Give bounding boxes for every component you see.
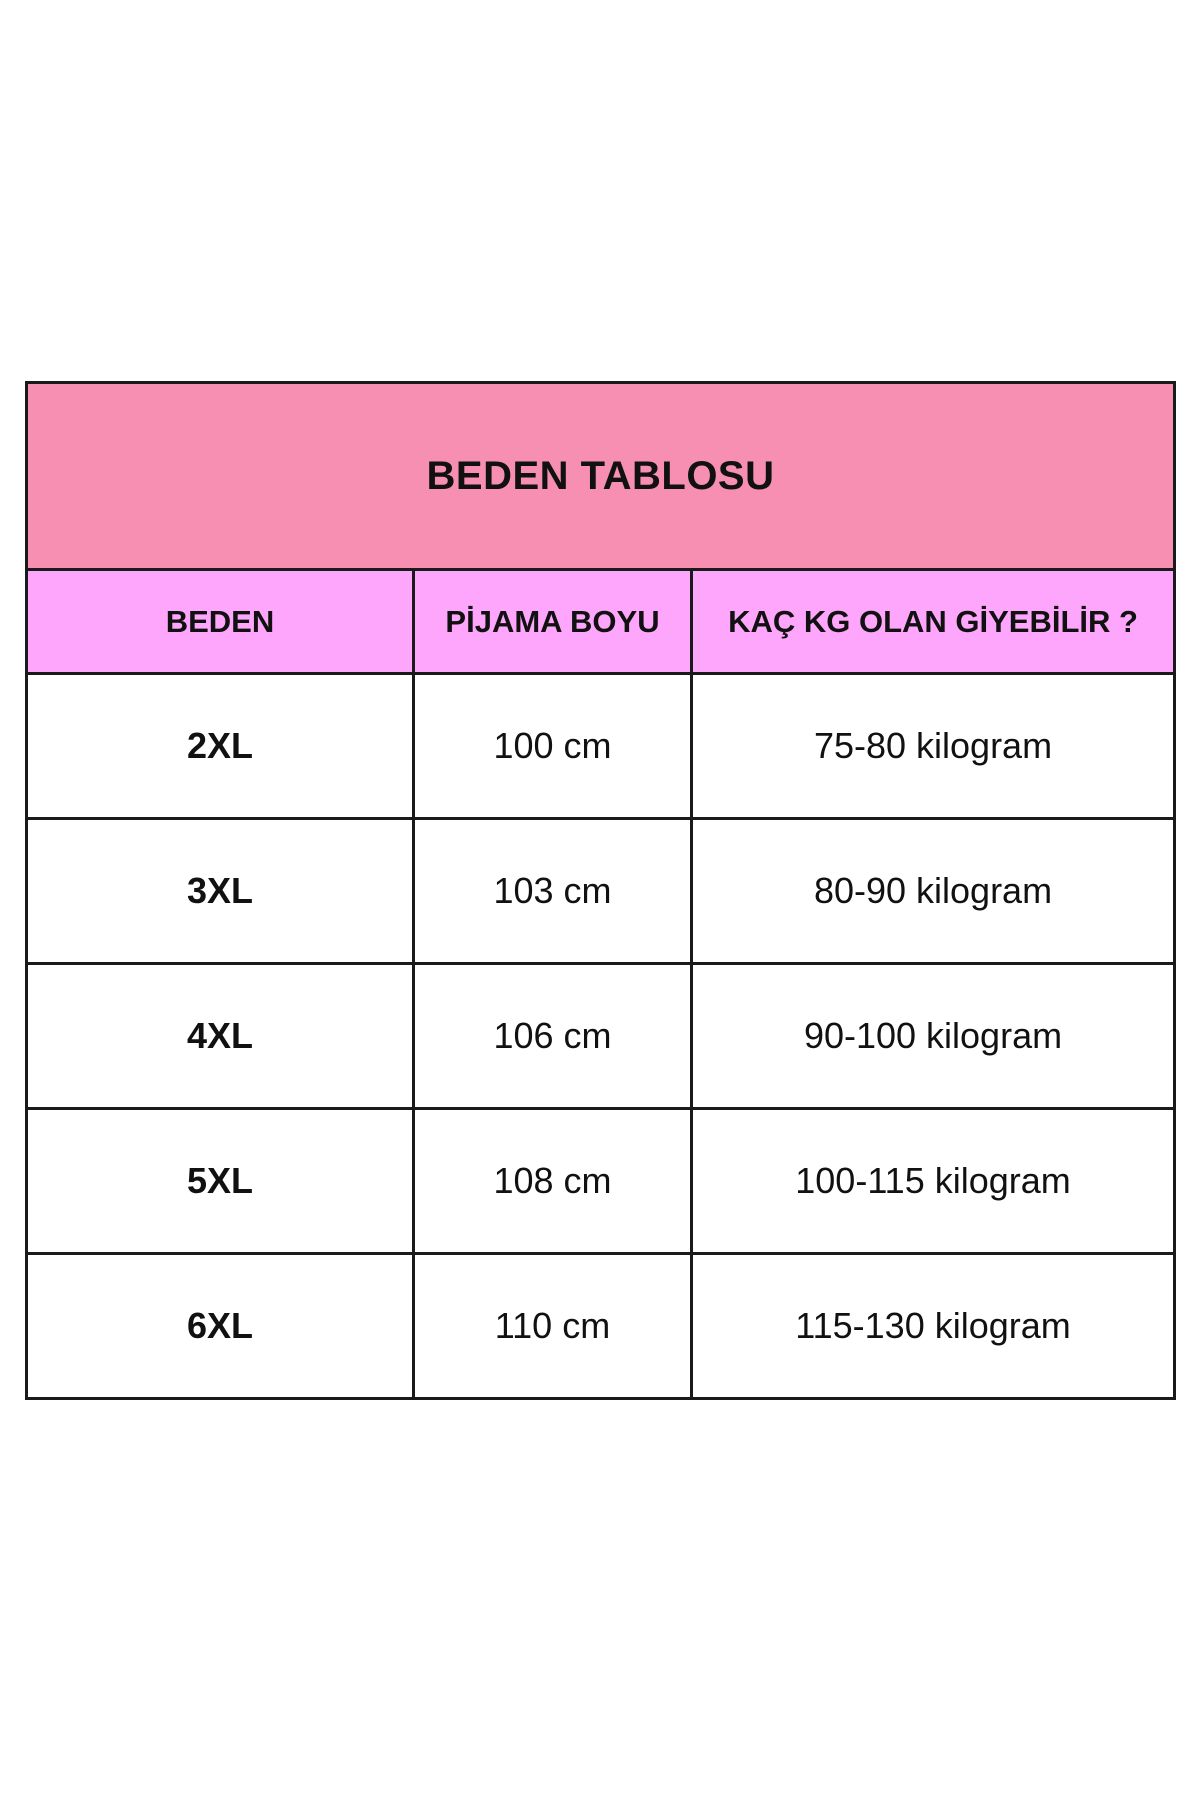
- table-row: [27, 674, 1175, 819]
- title-row: [27, 383, 1175, 570]
- table-row: [27, 964, 1175, 1109]
- weight-cell: 80-90 kilogram: [692, 819, 1175, 964]
- table-row: [27, 1109, 1175, 1254]
- table-row: [27, 819, 1175, 964]
- size-cell: 6XL: [27, 1254, 414, 1399]
- length-cell: 100 cm: [414, 674, 692, 819]
- header-size: BEDEN: [27, 570, 414, 674]
- size-cell: 5XL: [27, 1109, 414, 1254]
- length-cell: 110 cm: [414, 1254, 692, 1399]
- size-chart-table: [25, 381, 1176, 1400]
- header-pajama-length: PİJAMA BOYU: [414, 570, 692, 674]
- weight-cell: 90-100 kilogram: [692, 964, 1175, 1109]
- table-row: [27, 1254, 1175, 1399]
- weight-cell: 75-80 kilogram: [692, 674, 1175, 819]
- size-cell: 3XL: [27, 819, 414, 964]
- weight-cell: 115-130 kilogram: [692, 1254, 1175, 1399]
- length-cell: 103 cm: [414, 819, 692, 964]
- header-weight-range: KAÇ KG OLAN GİYEBİLİR ?: [692, 570, 1175, 674]
- length-cell: 108 cm: [414, 1109, 692, 1254]
- size-cell: 4XL: [27, 964, 414, 1109]
- table-title: BEDEN TABLOSU: [27, 383, 1175, 570]
- header-row: [27, 570, 1175, 674]
- weight-cell: 100-115 kilogram: [692, 1109, 1175, 1254]
- length-cell: 106 cm: [414, 964, 692, 1109]
- size-cell: 2XL: [27, 674, 414, 819]
